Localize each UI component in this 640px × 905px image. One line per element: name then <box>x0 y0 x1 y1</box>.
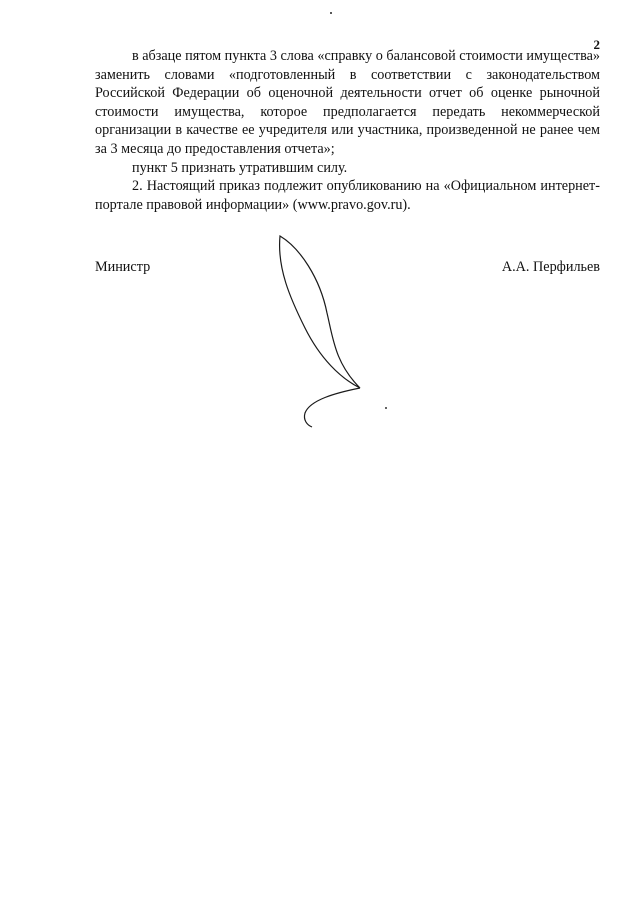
page-number: 2 <box>593 37 600 52</box>
signer-name: А.А. Перфильев <box>501 259 600 275</box>
scan-dot <box>330 12 332 14</box>
paragraph-point-5: пункт 5 признать утратившим силу. <box>132 159 348 176</box>
signer-title: Министр <box>95 259 151 275</box>
handwritten-signature-icon <box>265 228 395 433</box>
paragraph-amendment: в абзаце пятом пункта 3 слова «справку о балансовой стоимости имущества» заменить словами «подготовленный в соответствии с законодательством Российской Федерации об оценочной деятельности отчет об оценке рыночной стоимости имущества, которое предполагается передать некоммерческой организации в качестве ее учредителя или участника, произведенной не ранее чем за 3 месяца до предоставления отчета»; <box>95 48 600 157</box>
paragraph-publication: 2. Настоящий приказ подлежит опубликованию на «Официальном интернет-портале правовой информации» (www.pravo.gov.ru). <box>95 178 600 213</box>
document-body <box>95 47 600 214</box>
